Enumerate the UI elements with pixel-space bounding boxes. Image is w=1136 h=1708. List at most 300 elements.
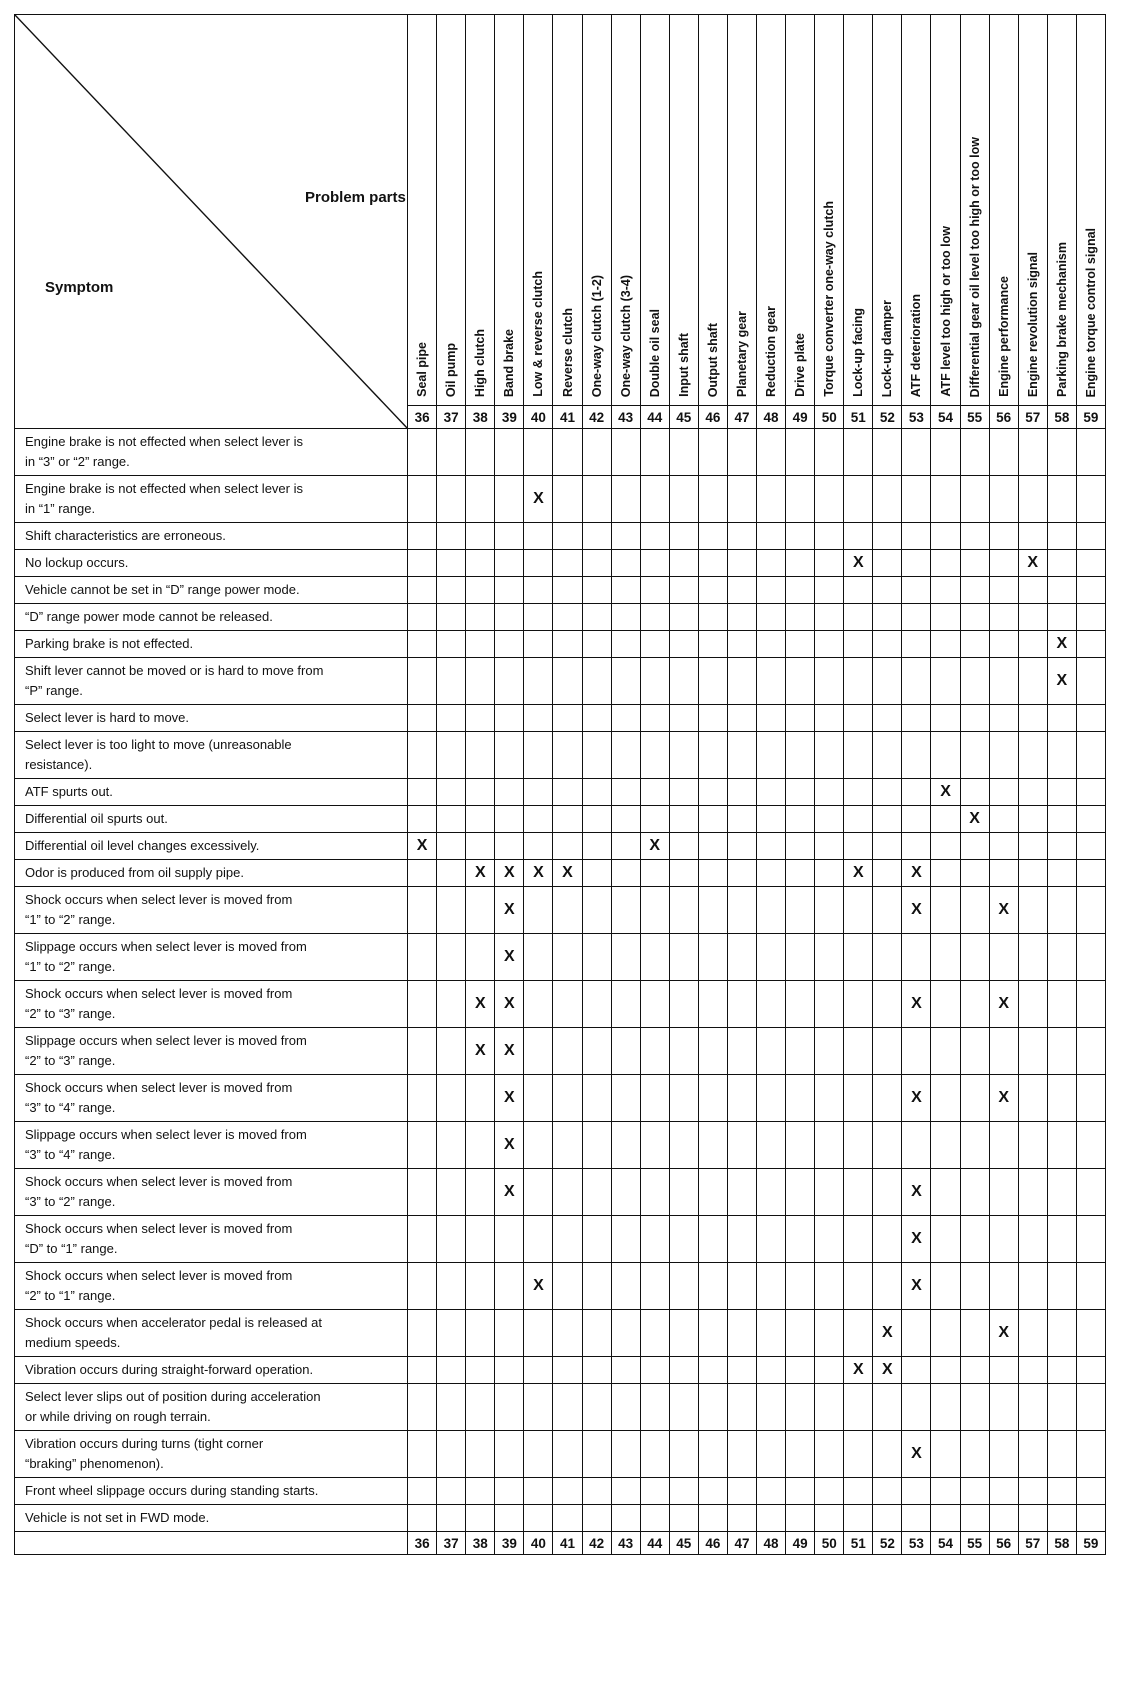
empty-cell <box>437 779 466 806</box>
empty-cell <box>698 476 727 523</box>
empty-cell <box>553 550 582 577</box>
empty-cell <box>408 604 437 631</box>
empty-cell <box>931 705 960 732</box>
empty-cell <box>466 577 495 604</box>
empty-cell <box>786 887 815 934</box>
x-mark-52: X <box>873 1357 902 1384</box>
empty-cell <box>786 806 815 833</box>
empty-cell <box>1018 860 1047 887</box>
footer-part-number-58: 58 <box>1047 1532 1076 1555</box>
symptom-line-2: “1” to “2” range. <box>25 912 116 927</box>
empty-cell <box>611 1384 640 1431</box>
symptom-text <box>15 705 408 732</box>
empty-cell <box>466 779 495 806</box>
empty-cell <box>931 934 960 981</box>
symptom-line-2: “2” to “3” range. <box>25 1053 116 1068</box>
symptom-line-1: Shock occurs when select lever is moved from <box>25 1174 293 1189</box>
part-names-row <box>15 15 1106 406</box>
empty-cell <box>582 1310 611 1357</box>
empty-cell <box>1018 631 1047 658</box>
symptom-line-1: Parking brake is not effected. <box>25 636 194 651</box>
empty-cell <box>698 1505 727 1532</box>
empty-cell <box>582 1431 611 1478</box>
symptom-line-2: “3” to “2” range. <box>25 1194 116 1209</box>
part-header-49 <box>786 15 815 406</box>
empty-cell <box>989 1263 1018 1310</box>
empty-cell <box>786 1431 815 1478</box>
empty-cell <box>524 1431 553 1478</box>
empty-cell <box>727 732 756 779</box>
empty-cell <box>844 806 873 833</box>
symptom-text <box>15 1505 408 1532</box>
empty-cell <box>698 1075 727 1122</box>
empty-cell <box>989 476 1018 523</box>
empty-cell <box>408 658 437 705</box>
empty-cell <box>989 1169 1018 1216</box>
empty-cell <box>873 1216 902 1263</box>
empty-cell <box>611 887 640 934</box>
empty-cell <box>1047 1505 1076 1532</box>
empty-cell <box>727 1028 756 1075</box>
empty-cell <box>1076 1169 1105 1216</box>
empty-cell <box>640 887 669 934</box>
symptom-line-1: Engine brake is not effected when select lever is <box>25 481 303 496</box>
empty-cell <box>553 1431 582 1478</box>
empty-cell <box>757 476 786 523</box>
empty-cell <box>931 1478 960 1505</box>
empty-cell <box>698 604 727 631</box>
empty-cell <box>437 631 466 658</box>
empty-cell <box>960 887 989 934</box>
empty-cell <box>815 934 844 981</box>
empty-cell <box>1076 429 1105 476</box>
part-name: Output shaft <box>705 322 720 397</box>
empty-cell <box>669 1431 698 1478</box>
empty-cell <box>844 658 873 705</box>
empty-cell <box>466 833 495 860</box>
part-number-56: 56 <box>989 406 1018 429</box>
empty-cell <box>640 631 669 658</box>
empty-cell <box>960 705 989 732</box>
empty-cell <box>553 806 582 833</box>
empty-cell <box>844 1028 873 1075</box>
empty-cell <box>902 550 931 577</box>
footer-part-number-59: 59 <box>1076 1532 1105 1555</box>
part-header-45 <box>669 15 698 406</box>
empty-cell <box>1076 1431 1105 1478</box>
empty-cell <box>960 1028 989 1075</box>
empty-cell <box>757 887 786 934</box>
empty-cell <box>553 779 582 806</box>
empty-cell <box>989 1216 1018 1263</box>
empty-cell <box>727 1384 756 1431</box>
symptom-text <box>15 1357 408 1384</box>
empty-cell <box>1047 1263 1076 1310</box>
empty-cell <box>727 1505 756 1532</box>
empty-cell <box>495 1505 524 1532</box>
empty-cell <box>495 1357 524 1384</box>
empty-cell <box>1018 833 1047 860</box>
empty-cell <box>582 732 611 779</box>
part-number-49: 49 <box>786 406 815 429</box>
empty-cell <box>757 604 786 631</box>
empty-cell <box>466 1075 495 1122</box>
empty-cell <box>408 577 437 604</box>
empty-cell <box>437 887 466 934</box>
empty-cell <box>408 631 437 658</box>
part-name: Reverse clutch <box>560 308 575 397</box>
empty-cell <box>902 1122 931 1169</box>
empty-cell <box>727 833 756 860</box>
empty-cell <box>669 1505 698 1532</box>
empty-cell <box>582 1216 611 1263</box>
empty-cell <box>698 1122 727 1169</box>
empty-cell <box>698 981 727 1028</box>
empty-cell <box>786 658 815 705</box>
empty-cell <box>931 631 960 658</box>
empty-cell <box>466 732 495 779</box>
empty-cell <box>582 1357 611 1384</box>
empty-cell <box>815 1505 844 1532</box>
empty-cell <box>437 429 466 476</box>
empty-cell <box>669 887 698 934</box>
symptom-row <box>15 523 1106 550</box>
empty-cell <box>640 860 669 887</box>
empty-cell <box>815 1216 844 1263</box>
empty-cell <box>698 523 727 550</box>
empty-cell <box>931 1075 960 1122</box>
empty-cell <box>1076 806 1105 833</box>
symptom-text <box>15 550 408 577</box>
empty-cell <box>669 779 698 806</box>
empty-cell <box>727 1357 756 1384</box>
empty-cell <box>815 577 844 604</box>
empty-cell <box>640 658 669 705</box>
symptom-line-1: Vibration occurs during turns (tight corner <box>25 1436 264 1451</box>
empty-cell <box>698 1384 727 1431</box>
symptom-line-2: “braking” phenomenon). <box>25 1456 164 1471</box>
empty-cell <box>873 705 902 732</box>
empty-cell <box>931 658 960 705</box>
empty-cell <box>437 860 466 887</box>
empty-cell <box>815 523 844 550</box>
empty-cell <box>1047 550 1076 577</box>
symptom-line-2: “2” to “3” range. <box>25 1006 116 1021</box>
empty-cell <box>727 658 756 705</box>
empty-cell <box>786 833 815 860</box>
empty-cell <box>786 577 815 604</box>
empty-cell <box>640 523 669 550</box>
empty-cell <box>553 1384 582 1431</box>
empty-cell <box>1018 429 1047 476</box>
empty-cell <box>1018 1431 1047 1478</box>
symptom-row <box>15 429 1106 476</box>
empty-cell <box>408 1431 437 1478</box>
empty-cell <box>437 1216 466 1263</box>
part-header-46 <box>698 15 727 406</box>
symptom-text <box>15 887 408 934</box>
part-number-38: 38 <box>466 406 495 429</box>
empty-cell <box>960 1169 989 1216</box>
empty-cell <box>611 476 640 523</box>
empty-cell <box>989 1505 1018 1532</box>
part-name: Band brake <box>502 328 517 397</box>
symptom-line-1: Engine brake is not effected when select lever is <box>25 434 303 449</box>
empty-cell <box>1018 779 1047 806</box>
empty-cell <box>669 476 698 523</box>
empty-cell <box>757 1384 786 1431</box>
symptom-line-1: Shock occurs when accelerator pedal is released at <box>25 1315 322 1330</box>
empty-cell <box>698 705 727 732</box>
part-number-54: 54 <box>931 406 960 429</box>
empty-cell <box>960 1478 989 1505</box>
empty-cell <box>408 705 437 732</box>
empty-cell <box>669 658 698 705</box>
empty-cell <box>902 1478 931 1505</box>
empty-cell <box>1076 1478 1105 1505</box>
empty-cell <box>902 1384 931 1431</box>
empty-cell <box>553 1169 582 1216</box>
part-number-50: 50 <box>815 406 844 429</box>
empty-cell <box>1076 1505 1105 1532</box>
empty-cell <box>1018 1263 1047 1310</box>
empty-cell <box>495 1431 524 1478</box>
symptom-line-1: Differential oil spurts out. <box>25 811 168 826</box>
empty-cell <box>931 429 960 476</box>
symptom-line-1: Differential oil level changes excessively. <box>25 838 260 853</box>
empty-cell <box>960 631 989 658</box>
empty-cell <box>844 631 873 658</box>
empty-cell <box>640 429 669 476</box>
empty-cell <box>640 779 669 806</box>
symptom-row <box>15 981 1106 1028</box>
empty-cell <box>815 1263 844 1310</box>
empty-cell <box>524 658 553 705</box>
empty-cell <box>437 523 466 550</box>
symptom-text <box>15 658 408 705</box>
symptom-row <box>15 577 1106 604</box>
empty-cell <box>1076 981 1105 1028</box>
empty-cell <box>727 1216 756 1263</box>
empty-cell <box>640 732 669 779</box>
empty-cell <box>931 1505 960 1532</box>
empty-cell <box>553 1357 582 1384</box>
empty-cell <box>1076 1310 1105 1357</box>
empty-cell <box>553 1075 582 1122</box>
symptom-text <box>15 1122 408 1169</box>
symptom-row <box>15 1478 1106 1505</box>
footer-numbers-row <box>15 1532 1106 1555</box>
x-mark-53: X <box>902 887 931 934</box>
empty-cell <box>553 429 582 476</box>
part-number-55: 55 <box>960 406 989 429</box>
symptom-text <box>15 1263 408 1310</box>
empty-cell <box>408 550 437 577</box>
empty-cell <box>1018 806 1047 833</box>
empty-cell <box>640 1310 669 1357</box>
empty-cell <box>495 705 524 732</box>
empty-cell <box>815 833 844 860</box>
empty-cell <box>1018 705 1047 732</box>
empty-cell <box>727 1478 756 1505</box>
symptom-text <box>15 981 408 1028</box>
empty-cell <box>786 1169 815 1216</box>
symptom-text <box>15 1028 408 1075</box>
empty-cell <box>524 1505 553 1532</box>
empty-cell <box>757 705 786 732</box>
empty-cell <box>495 658 524 705</box>
empty-cell <box>495 1263 524 1310</box>
empty-cell <box>844 887 873 934</box>
symptom-text <box>15 833 408 860</box>
x-mark-38: X <box>466 1028 495 1075</box>
empty-cell <box>757 833 786 860</box>
empty-cell <box>757 429 786 476</box>
empty-cell <box>844 833 873 860</box>
empty-cell <box>989 1431 1018 1478</box>
empty-cell <box>902 806 931 833</box>
symptom-line-2: medium speeds. <box>25 1335 121 1350</box>
empty-cell <box>727 779 756 806</box>
diagnosis-table <box>14 14 1106 1555</box>
empty-cell <box>989 631 1018 658</box>
symptom-text <box>15 476 408 523</box>
empty-cell <box>960 658 989 705</box>
empty-cell <box>1018 1505 1047 1532</box>
empty-cell <box>1076 705 1105 732</box>
empty-cell <box>495 779 524 806</box>
empty-cell <box>582 476 611 523</box>
empty-cell <box>698 1478 727 1505</box>
empty-cell <box>989 934 1018 981</box>
empty-cell <box>727 1310 756 1357</box>
symptom-row <box>15 779 1106 806</box>
empty-cell <box>1047 934 1076 981</box>
empty-cell <box>582 934 611 981</box>
empty-cell <box>437 1028 466 1075</box>
empty-cell <box>669 1028 698 1075</box>
empty-cell <box>1076 577 1105 604</box>
empty-cell <box>669 1122 698 1169</box>
footer-part-number-41: 41 <box>553 1532 582 1555</box>
empty-cell <box>640 981 669 1028</box>
footer-part-number-40: 40 <box>524 1532 553 1555</box>
part-name: Engine revolution signal <box>1025 251 1040 397</box>
empty-cell <box>1047 1478 1076 1505</box>
empty-cell <box>408 429 437 476</box>
problem-parts-label: Problem parts <box>305 189 406 206</box>
empty-cell <box>1047 1431 1076 1478</box>
empty-cell <box>815 658 844 705</box>
empty-cell <box>873 476 902 523</box>
empty-cell <box>669 833 698 860</box>
empty-cell <box>524 1122 553 1169</box>
footer-part-number-56: 56 <box>989 1532 1018 1555</box>
x-mark-58: X <box>1047 631 1076 658</box>
empty-cell <box>669 981 698 1028</box>
part-header-47 <box>727 15 756 406</box>
symptom-line-1: Odor is produced from oil supply pipe. <box>25 865 244 880</box>
empty-cell <box>408 476 437 523</box>
part-name: Low & reverse clutch <box>531 271 546 397</box>
x-mark-56: X <box>989 887 1018 934</box>
empty-cell <box>1018 1075 1047 1122</box>
empty-cell <box>640 806 669 833</box>
empty-cell <box>815 1478 844 1505</box>
part-number-40: 40 <box>524 406 553 429</box>
empty-cell <box>844 1169 873 1216</box>
empty-cell <box>611 806 640 833</box>
empty-cell <box>524 604 553 631</box>
empty-cell <box>727 550 756 577</box>
empty-cell <box>408 1357 437 1384</box>
empty-cell <box>524 1075 553 1122</box>
empty-cell <box>757 577 786 604</box>
empty-cell <box>524 705 553 732</box>
empty-cell <box>931 1384 960 1431</box>
empty-cell <box>873 981 902 1028</box>
symptom-text <box>15 806 408 833</box>
footer-part-number-45: 45 <box>669 1532 698 1555</box>
empty-cell <box>466 658 495 705</box>
empty-cell <box>989 1028 1018 1075</box>
empty-cell <box>989 833 1018 860</box>
part-header-54 <box>931 15 960 406</box>
empty-cell <box>873 860 902 887</box>
empty-cell <box>1047 1169 1076 1216</box>
empty-cell <box>437 1169 466 1216</box>
symptom-row <box>15 806 1106 833</box>
empty-cell <box>1018 887 1047 934</box>
empty-cell <box>873 779 902 806</box>
empty-cell <box>786 1384 815 1431</box>
empty-cell <box>989 577 1018 604</box>
empty-cell <box>611 577 640 604</box>
empty-cell <box>408 1505 437 1532</box>
empty-cell <box>640 1431 669 1478</box>
empty-cell <box>786 1505 815 1532</box>
empty-cell <box>553 705 582 732</box>
empty-cell <box>669 1310 698 1357</box>
empty-cell <box>698 658 727 705</box>
empty-cell <box>1047 1310 1076 1357</box>
empty-cell <box>815 1169 844 1216</box>
symptom-row <box>15 934 1106 981</box>
empty-cell <box>757 1028 786 1075</box>
empty-cell <box>437 1310 466 1357</box>
empty-cell <box>815 705 844 732</box>
symptom-text <box>15 577 408 604</box>
empty-cell <box>437 981 466 1028</box>
empty-cell <box>786 550 815 577</box>
empty-cell <box>902 705 931 732</box>
empty-cell <box>495 631 524 658</box>
empty-cell <box>815 550 844 577</box>
part-number-37: 37 <box>437 406 466 429</box>
empty-cell <box>640 1216 669 1263</box>
empty-cell <box>524 833 553 860</box>
empty-cell <box>815 860 844 887</box>
empty-cell <box>727 523 756 550</box>
part-number-44: 44 <box>640 406 669 429</box>
empty-cell <box>931 1169 960 1216</box>
footer-part-number-51: 51 <box>844 1532 873 1555</box>
part-number-43: 43 <box>611 406 640 429</box>
symptom-line-2: “2” to “1” range. <box>25 1288 116 1303</box>
empty-cell <box>437 604 466 631</box>
symptom-line-1: Select lever is hard to move. <box>25 710 190 725</box>
empty-cell <box>960 1310 989 1357</box>
